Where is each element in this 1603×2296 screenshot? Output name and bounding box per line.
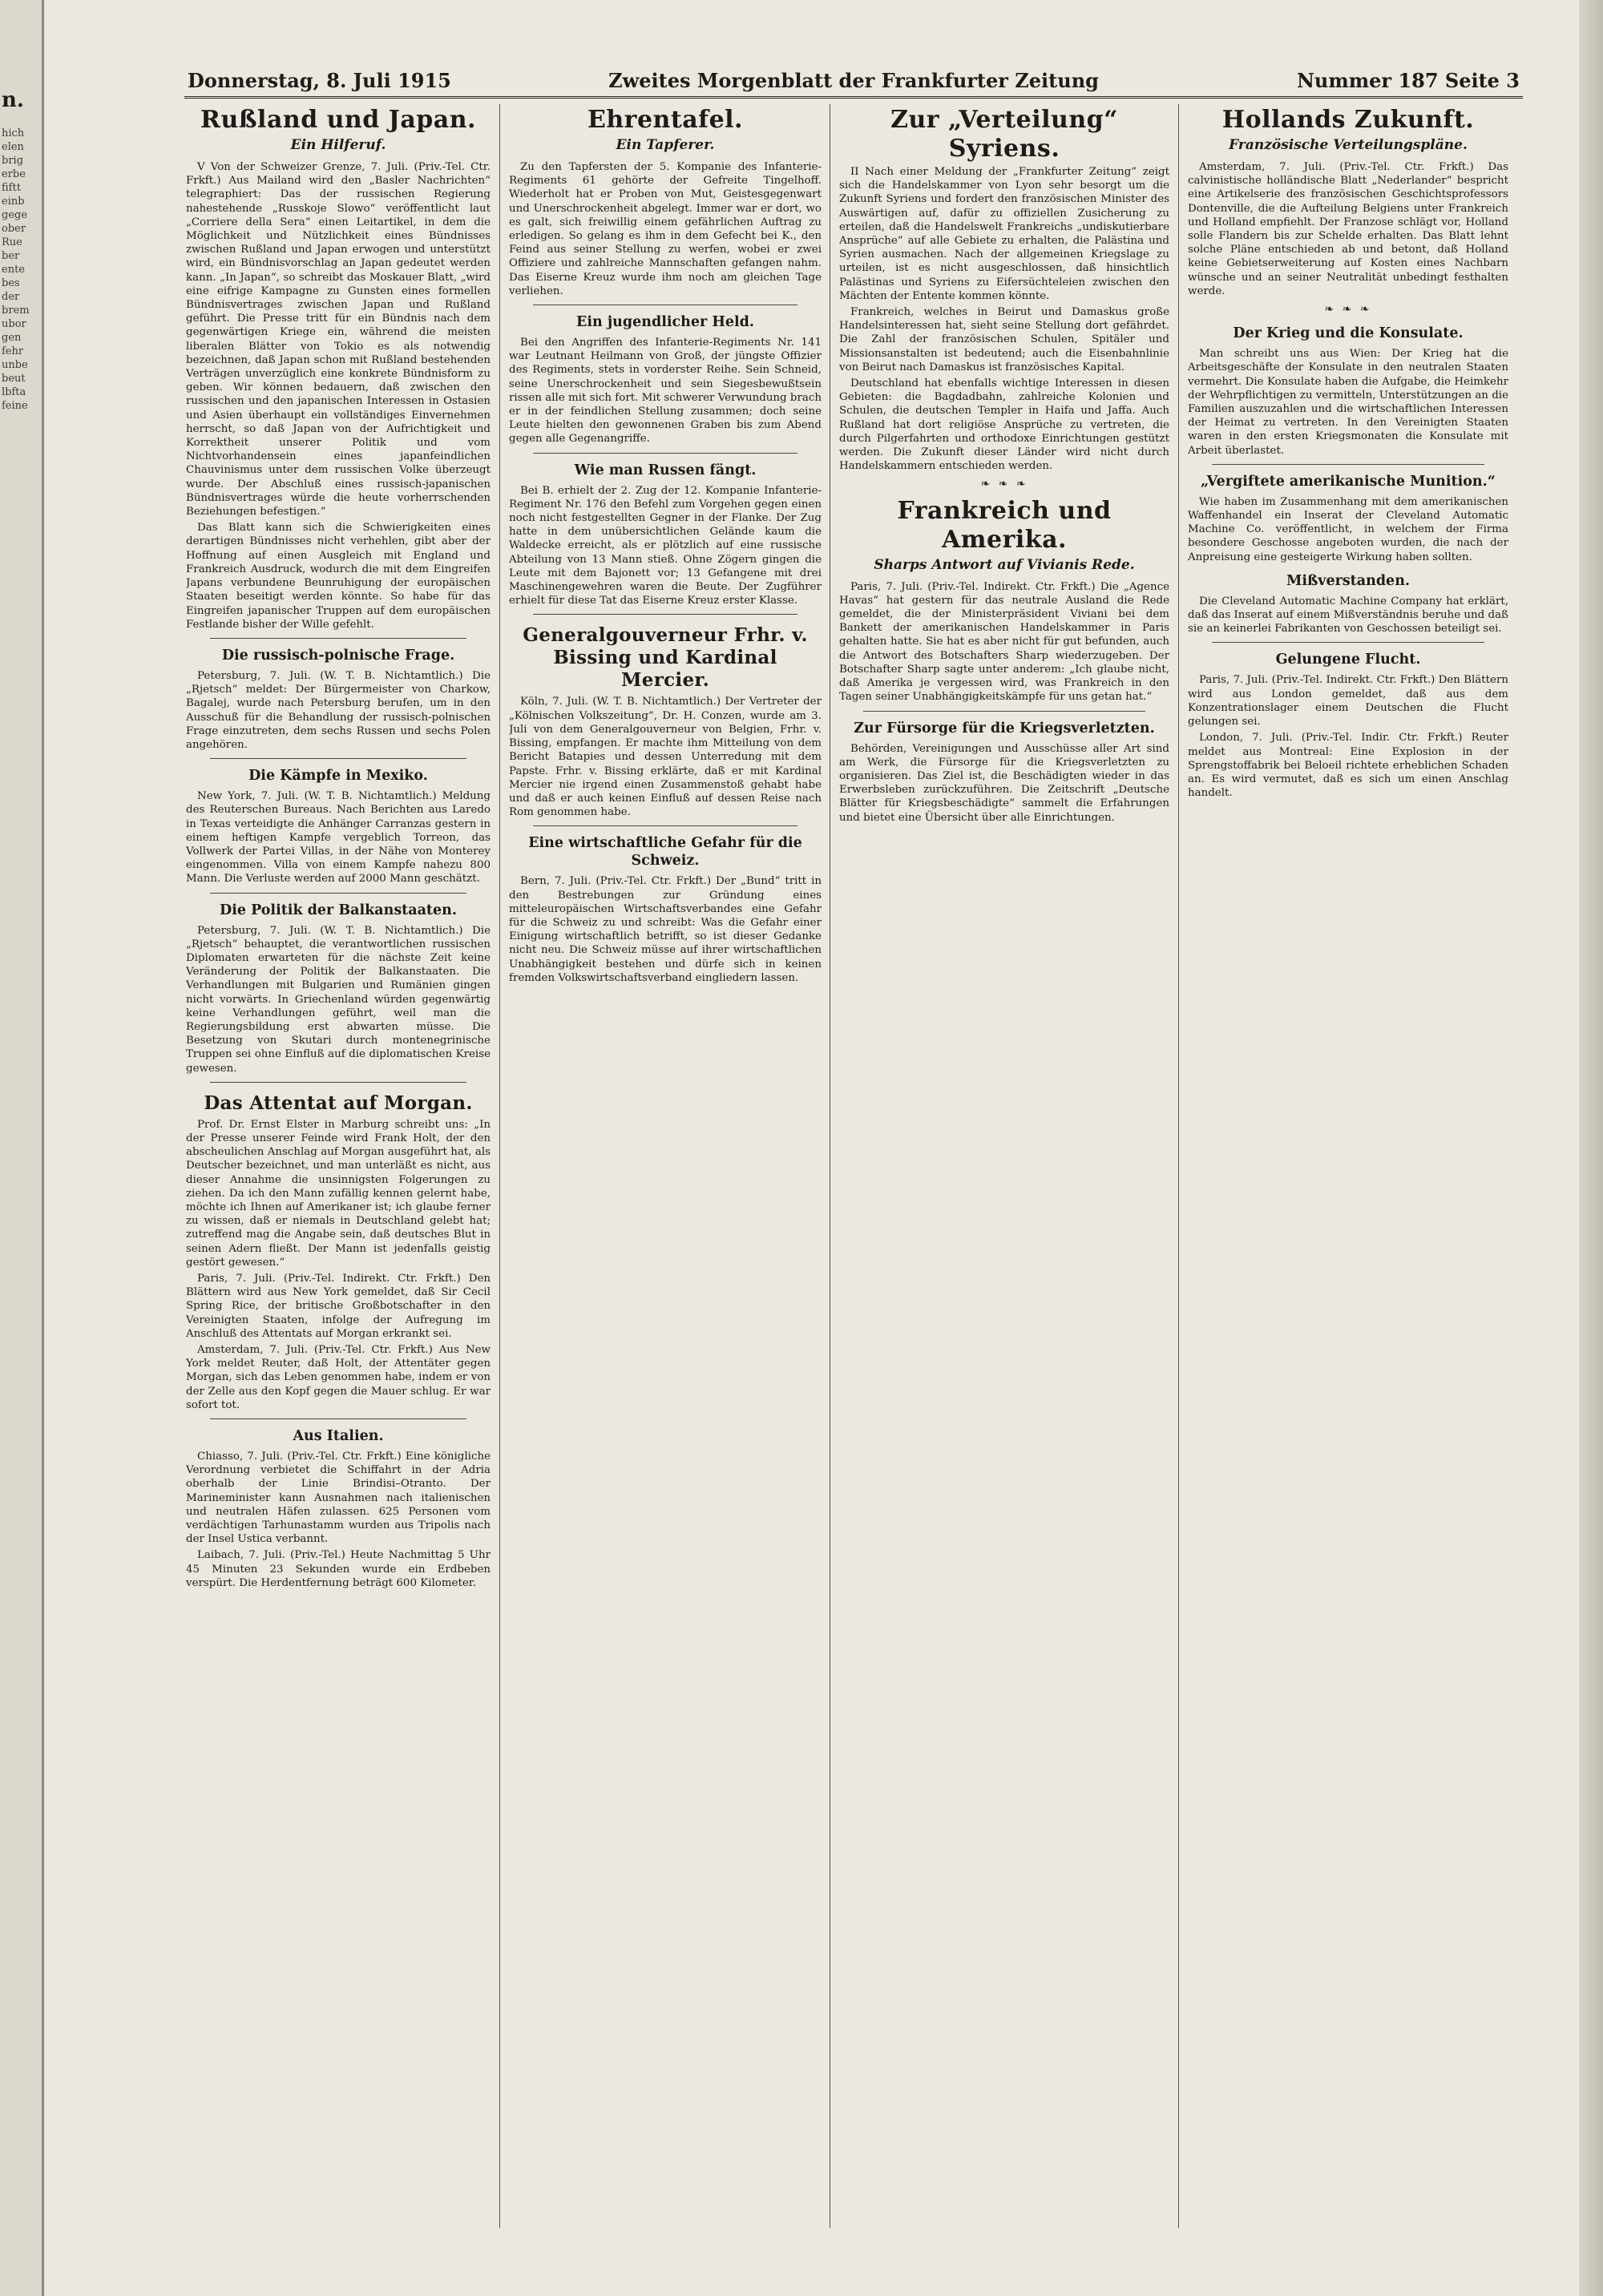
prev-page-line: unbe — [2, 359, 28, 371]
prev-page-line: hich — [2, 127, 25, 139]
article-title: Zur „Verteilung“ Syriens. — [890, 106, 1118, 163]
section-heading: Ein jugendlicher Held. — [576, 314, 754, 331]
article-subtitle: Ein Tapferer. — [616, 137, 715, 153]
column-2 — [509, 104, 822, 2252]
divider — [210, 638, 466, 639]
article-paragraph: Deutschland hat ebenfalls wichtige Interessen in diesen Gebieten: die Bagdadbahn, zahlreiche Kolonien und Schulen, die deutschen Templer in Haifa und Jaffa. Auch Rußland hat dort religiöse Ansprüche zu vertreten, die durch Pilgerfahrten und orthodoxe Einrichtungen gestützt werden. Die Zukunft dieser Länder wird nicht durch Handelskammern entschieden werden. — [839, 377, 1169, 473]
article-paragraph: Die Cleveland Automatic Machine Company hat erklärt, daß das Inserat auf einem Mißverständnis beruhe und daß sie an keinerlei Fabrikanten von Geschossen beteiligt sei. — [1188, 595, 1508, 636]
masthead-page-number: Nummer 187 Seite 3 — [1296, 69, 1520, 92]
article-paragraph: Amsterdam, 7. Juli. (Priv.-Tel. Ctr. Frkft.) Aus New York meldet Reuter, daß Holt, der Attentäter gegen Morgan, sich das Leben genommen habe, indem er von der Zelle aus den Kopf gegen die Mauer schlug. Er war sofort tot. — [186, 1344, 491, 1411]
article-paragraph: Bei den Angriffen des Infanterie-Regiments Nr. 141 war Leutnant Heilmann von Groß, der jüngste Offizier des Regiments, stets in vorderster Reihe. Sein Schneid, seine Unerschrockenheit und sein Siegesbewußtsein rissen alle mit sich fort. Mit schwerer Verwundung brach er in der feindlichen Stellung zusammen; doch seine Leute hielten den gewonnenen Graben bis zum Abend gegen alle Gegenangriffe. — [509, 337, 822, 446]
article-paragraph: Wie haben im Zusammenhang mit dem amerikanischen Waffenhandel ein Inserat der Cleveland Automatic Machine Co. veröffentlicht, in welchem der Firma besondere Geschosse angeboten wurden, die nach der Anpreisung eine gesteigerte Wirkung haben sollten. — [1188, 495, 1508, 563]
divider — [863, 711, 1145, 712]
masthead-paper-title: Zweites Morgenblatt der Frankfurter Zeitung — [608, 69, 1099, 92]
section-heading: Eine wirtschaftliche Gefahr für die Schweiz. — [528, 835, 802, 870]
article-paragraph: London, 7. Juli. (Priv.-Tel. Indir. Ctr. Frkft.) Reuter meldet aus Montreal: Eine Explosion in der Sprengstoffabrik bei Beloeil richtete erheblichen Schaden an. Es wird vermutet, daß es sich um einen Anschlag handelt. — [1188, 732, 1508, 800]
article-subtitle: Ein Hilferuf. — [290, 137, 386, 153]
divider — [533, 825, 797, 826]
article-paragraph: Köln, 7. Juli. (W. T. B. Nichtamtlich.) Der Vertreter der „Kölnischen Volkszeitung“, Dr. H. Conzen, wurde am 3. Juli von dem Generalgouverneur von Belgien, Frhr. v. Bissing, empfangen. Er machte ihm Mitteilung von dem Bericht Batapies und dessen Unterredung mit dem Papste. Frhr. v. Bissing erklärte, daß er mit Kardinal Mercier nie irgend einen Zusammenstoß gehabt habe und daß er auch keinen Einfluß auf dessen Reise nach Rom genommen habe. — [509, 696, 822, 819]
prev-page-lines — [0, 127, 42, 413]
section-heading: Generalgouverneur Frhr. v. Bissing und Kardinal Mercier. — [523, 624, 808, 692]
article-subtitle: Sharps Antwort auf Vivianis Rede. — [874, 556, 1135, 573]
prev-page-line: fehr — [2, 345, 24, 357]
article-paragraph: Behörden, Vereinigungen und Ausschüsse aller Art sind am Werk, die Fürsorge für die Kriegsverletzten zu organisieren. Das Ziel ist, die Beschädigten wieder in das Erwerbsleben zurückzuführen. Die Zeitschrift „Deutsche Blätter für Kriegsbeschädigte“ sammelt die Erfahrungen und bietet eine Übersicht über alle Einrichtungen. — [839, 742, 1169, 824]
prev-page-line: ubor — [2, 318, 26, 330]
masthead — [184, 64, 1523, 99]
prev-page-line: einb — [2, 196, 25, 208]
prev-page-line: beut — [2, 373, 26, 385]
divider — [533, 614, 797, 615]
column-rule — [499, 104, 500, 2228]
prev-page-line: feine — [2, 400, 28, 412]
column-1 — [186, 104, 491, 2252]
page-edge-shadow — [1579, 0, 1603, 2296]
article-paragraph: Paris, 7. Juli. (Priv.-Tel. Indirekt. Ctr. Frkft.) Die „Agence Havas“ hat gestern für das neutrale Ausland die Rede gemeldet, die der Ministerpräsident Viviani bei dem Bankett der amerikanischen Handelskammer in Paris gehalten hatte. Sie hat es aber nicht für gut befunden, auch die Antwort des Botschafters Sharp wiederzugeben. Der Botschafter Sharp sagte unter anderem: „Ich glaube nicht, daß Amerika je vergessen wird, was Frankreich in den Tagen seiner Unabhängigkeitskämpfe für uns getan hat.“ — [839, 580, 1169, 704]
article-paragraph: Petersburg, 7. Juli. (W. T. B. Nichtamtlich.) Die „Rjetsch“ meldet: Der Bürgermeister von Charkow, Bagalej, wurde nach Petersburg berufen, um in den Ausschuß für die Behandlung der russisch-polnischen Frage einzutreten, dem sechs Russen und sechs Polen angehören. — [186, 669, 491, 751]
article-title: Frankreich und Amerika. — [897, 496, 1112, 554]
divider — [210, 1082, 466, 1083]
prev-page-line: lbfta — [2, 386, 26, 398]
article-subtitle: Französische Verteilungspläne. — [1229, 137, 1468, 153]
prev-page-line: elen — [2, 141, 24, 153]
article-title: Rußland und Japan. — [200, 106, 476, 134]
article-paragraph: Prof. Dr. Ernst Elster in Marburg schreibt uns: „In der Presse unserer Feinde wird Frank Holt, der den abscheulichen Anschlag auf Morgan ausgeführt hat, als Deutscher bezeichnet, und man unterläßt es nicht, aus dieser Annahme die unsinnigsten Folgerungen zu ziehen. Da ich den Mann zufällig kennen gelernt habe, möchte ich Ihnen auf Amerikaner ist; ich glaube ferner zu wissen, daß er niemals in Deutschland gelebt hat; zutreffend mag die Angabe sein, daß deutsches Blut in seinen Adern fließt. Der Mann ist jedenfalls geistig gestört gewesen.“ — [186, 1118, 491, 1269]
prev-page-line: brig — [2, 155, 24, 167]
section-heading: Der Krieg und die Konsulate. — [1233, 325, 1464, 342]
article-paragraph: Chiasso, 7. Juli. (Priv.-Tel. Ctr. Frkft.) Eine königliche Verordnung verbietet die Schiffahrt in der Adria oberhalb der Linie Brindisi–Otranto. Der Marineminister kann Ausnahmen nach italienischen und neutralen Häfen zulassen. 625 Personen vom verdächtigen Tarhunastamm wurden aus Tripolis nach der Insel Ustica verbannt. — [186, 1451, 491, 1546]
column-rule — [1178, 104, 1179, 2228]
article-paragraph: Man schreibt uns aus Wien: Der Krieg hat die Arbeitsgeschäfte der Konsulate in den neutralen Staaten vermehrt. Die Konsulate haben die Aufgabe, die Heimkehr der Wehrpflichtigen zu vermitteln, Unterstützungen an die Familien auszuzahlen und die wirtschaftlichen Interessen der Heimat zu vertreten. In den Vereinigten Staaten waren in den ersten Kriegsmonaten die Konsulate mit Arbeit überlastet. — [1188, 348, 1508, 457]
section-heading: Die Politik der Balkanstaaten. — [220, 902, 457, 918]
prev-page-line: brem — [2, 305, 30, 317]
article-title: Hollands Zukunft. — [1221, 106, 1475, 134]
article-paragraph: Paris, 7. Juli. (Priv.-Tel. Indirekt. Ctr. Frkft.) Den Blättern wird aus New York gemeldet, daß Sir Cecil Spring Rice, der britische Großbotschafter in den Vereinigten Staaten, infolge der Aufregung im Anschluß des Attentats auf Morgan erkrankt sei. — [186, 1273, 491, 1340]
prev-page-line: der — [2, 291, 20, 303]
prev-page-line: ente — [2, 264, 25, 276]
article-paragraph: Bei B. erhielt der 2. Zug der 12. Kompanie Infanterie-Regiment Nr. 176 den Befehl zum Vorgehen gegen einen noch nicht festgestellten Gegner in der Flanke. Der Zug hatte in dem unübersichtlichen Gelände kaum die Waldecke erreicht, als er plötzlich auf eine russische Abteilung von 13 Mann stieß. Ohne Zögern gingen die Leute mit dem Bajonett vor; 13 Gefangene mit drei Maschinengewehren waren die Beute. Der Zugführer erhielt für diese Tat das Eiserne Kreuz erster Klasse. — [509, 484, 822, 607]
prev-page-line: ber — [2, 250, 20, 262]
article-paragraph: Zu den Tapfersten der 5. Kompanie des Infanterie-Regiments 61 gehörte der Gefreite Tingelhoff. Wiederholt hat er Proben von Mut, Geistesgegenwart und Unerschrockenheit abgelegt. Immer war er dort, wo es galt, sich freiwillig einem gefährlichen Auftrag zu erledigen. So gelang es ihm in dem Gefecht bei K., den Feind aus seiner Stellung zu werfen, wobei er zwei Offiziere und zahlreiche Mannschaften gefangen nahm. Das Eiserne Kreuz wurde ihm noch am gleichen Tage verliehen. — [509, 161, 822, 297]
article-paragraph: Bern, 7. Juli. (Priv.-Tel. Ctr. Frkft.) Der „Bund“ tritt in den Bestrebungen zur Gründung eines mitteleuropäischen Wirtschaftsverbandes eine Gefahr für die Schweiz zu und schreibt: Was die Gefahr einer Einigung wirtschaftlich betrifft, so ist dieser Gedanke nicht neu. Die Schweiz müsse auf ihrer wirtschaftlichen Unabhängigkeit bestehen und dürfe sich in keinen fremden Volkswirtschaftsverband eingliedern lassen. — [509, 875, 822, 984]
ornament-divider: ❧ ❧ ❧ — [1324, 303, 1372, 317]
article-paragraph: Laibach, 7. Juli. (Priv.-Tel.) Heute Nachmittag 5 Uhr 45 Minuten 23 Sekunden wurde ein Erdbeben verspürt. Die Herdentfernung beträgt 600 Kilometer. — [186, 1549, 491, 1589]
article-paragraph: New York, 7. Juli. (W. T. B. Nichtamtlich.) Meldung des Reuterschen Bureaus. Nach Berichten aus Laredo in Texas verteidigte die Anhänger Carranzas gestern in einem heftigen Kampfe vergeblich Torreon, das Vollwerk der Partei Villas, in der Nähe von Monterey eingenommen. Villa von einem Kampfe nahezu 800 Mann. Die Verluste werden auf 2000 Mann geschätzt. — [186, 790, 491, 886]
prev-page-line: gege — [2, 209, 28, 221]
section-heading: Gelungene Flucht. — [1275, 652, 1421, 668]
prev-page-line: Rue — [2, 236, 22, 248]
article-paragraph: Petersburg, 7. Juli. (W. T. B. Nichtamtlich.) Die „Rjetsch“ behauptet, die verantwortlichen russischen Diplomaten erwarteten für die nächste Zeit keine Veränderung der Politik der Balkanstaaten. Die Verhandlungen mit Bulgarien und Rumänien gingen nicht vorwärts. In Griechenland würden gegenwärtig keine Verhandlungen geführt, weil man die Regierungsbildung erst abwarten müsse. Die Besetzung von Skutari durch montenegrinische Truppen sei ohne Einfluß auf die diplomatischen Kreise gewesen. — [186, 924, 491, 1075]
prev-page-heading: n. — [2, 88, 24, 112]
divider — [210, 758, 466, 759]
article-paragraph: Amsterdam, 7. Juli. (Priv.-Tel. Ctr. Frkft.) Das calvinistische holländische Blatt „Nederlander“ bespricht eine Artikelserie des französischen Geschichtsprofessors Dontenville, die die Aufteilung Belgiens unter Frankreich und Holland empfiehlt. Der Franzose schlägt vor, Holland solle Flandern bis zur Schelde erhalten. Das Blatt lehnt solche Pläne entschieden ab und betont, daß Holland keine Gebietserweiterung auf Kosten eines Nachbarn wünsche und an seiner Neutralität unbedingt festhalten werde. — [1188, 161, 1508, 297]
article-paragraph: II Nach einer Meldung der „Frankfurter Zeitung“ zeigt sich die Handelskammer von Lyon sehr besorgt um die Zukunft Syriens und fordert den französischen Minister des Auswärtigen auf, dafür zu offiziellen Zusicherung zu erteilen, daß die Handelswelt Frankreichs „undiskutierbare Ansprüche“ auf alle Gebiete zu erhalten, die Palästina und Syrien ausmachen. Nach der allgemeinen Kriegslage zu urteilen, ist es nicht ausgeschlossen, daß hinsichtlich Palästinas und Syriens zu Eifersüchteleien zwischen den Mächten der Entente kommen könnte. — [839, 166, 1169, 302]
prev-page-line: gen — [2, 332, 22, 344]
prev-page-line: ober — [2, 223, 26, 235]
divider — [1212, 464, 1484, 465]
prev-page-line: bes — [2, 277, 20, 289]
section-heading: Die Kämpfe in Mexiko. — [248, 768, 428, 785]
section-heading: Das Attentat auf Morgan. — [204, 1092, 473, 1114]
divider — [210, 893, 466, 894]
section-heading: Die russisch-polnische Frage. — [221, 647, 455, 664]
section-heading: Wie man Russen fängt. — [574, 462, 757, 478]
ornament-divider: ❧ ❧ ❧ — [980, 478, 1028, 491]
column-4 — [1188, 104, 1508, 2252]
article-paragraph: Frankreich, welches in Beirut und Damaskus große Handelsinteressen hat, sieht seine Stellung dort gefährdet. Die Zahl der französischen Schulen, Spitäler und Missionsanstalten ist bedeutend; auch die Eisenbahnlinie von Beirut nach Damaskus ist französisches Kapital. — [839, 306, 1169, 373]
divider — [1212, 642, 1484, 643]
section-heading: Aus Italien. — [293, 1428, 384, 1445]
article-paragraph: Paris, 7. Juli. (Priv.-Tel. Indirekt. Ctr. Frkft.) Den Blättern wird aus London gemeldet, daß aus dem Konzentrationslager einem Deutschen die Flucht gelungen sei. — [1188, 674, 1508, 728]
column-3 — [839, 104, 1169, 2252]
article-paragraph: V Von der Schweizer Grenze, 7. Juli. (Priv.-Tel. Ctr. Frkft.) Aus Mailand wird den „Basler Nachrichten“ telegraphiert: Das der russischen Regierung nahestehende „Russkoje Slowo“ veröffentlicht laut „Corriere della Sera“ einen Leitartikel, in dem die Möglichkeit und Nützlichkeit eines Bündnisses zwischen Rußland und Japan erwogen und unterstützt wird, ein Bündnisvorschlag an Japan gedeutet werden kann. „In Japan“, so schreibt das Moskauer Blatt, „wird eine eifrige Kampagne zu Gunsten eines formellen Bündnisvertrages zwischen Japan und Rußland geführt. Die Presse tritt für ein Bündnis nach dem gegenwärtigen Kriege ein, während die meisten liberalen Blätter von Tokio es als notwendig bezeichnen, daß Japan schon mit Rußland bestehenden Verträgen unverzüglich eine konkrete Bündnisform zu geben. Wir können bedauern, daß zwischen den russischen und den japanischen Interessen in Ostasien und Asien überhaupt ein vollständiges Einvernehmen herrscht, so daß Japan von der Aufrichtigkeit und Korrektheit unserer Politik und vom Nichtvorhandensein eines japanfeindlichen Chauvinismus unter dem russischen Volke überzeugt wurde. Der Abschluß eines russisch-japanischen Bündnisvertrages würde die heute vorherrschenden Beziehungen befestigen.“ — [186, 161, 491, 519]
section-heading: „Vergiftete amerikanische Munition.“ — [1201, 473, 1496, 490]
article-title: Ehrentafel. — [587, 106, 743, 134]
section-heading: Mißverstanden. — [1286, 572, 1411, 589]
section-heading: Zur Fürsorge für die Kriegsverletzten. — [854, 720, 1155, 736]
divider — [533, 453, 797, 454]
prev-page-line: erbe — [2, 168, 26, 180]
previous-page-edge — [0, 0, 44, 2296]
prev-page-line: fiftt — [2, 182, 21, 194]
divider — [210, 1418, 466, 1419]
article-paragraph: Das Blatt kann sich die Schwierigkeiten eines derartigen Bündnisses nicht verhehlen, gibt aber der Hoffnung auf einen Ausgleich mit England und Frankreich Ausdruck, wodurch die mit dem Eingreifen Japans verbundene Beunruhigung der europäischen Staaten beseitigt werden könnte. So habe für das Eingreifen japanischer Truppen auf dem europäischen Festlande bisher der Wille gefehlt. — [186, 522, 491, 631]
masthead-date: Donnerstag, 8. Juli 1915 — [188, 69, 451, 92]
